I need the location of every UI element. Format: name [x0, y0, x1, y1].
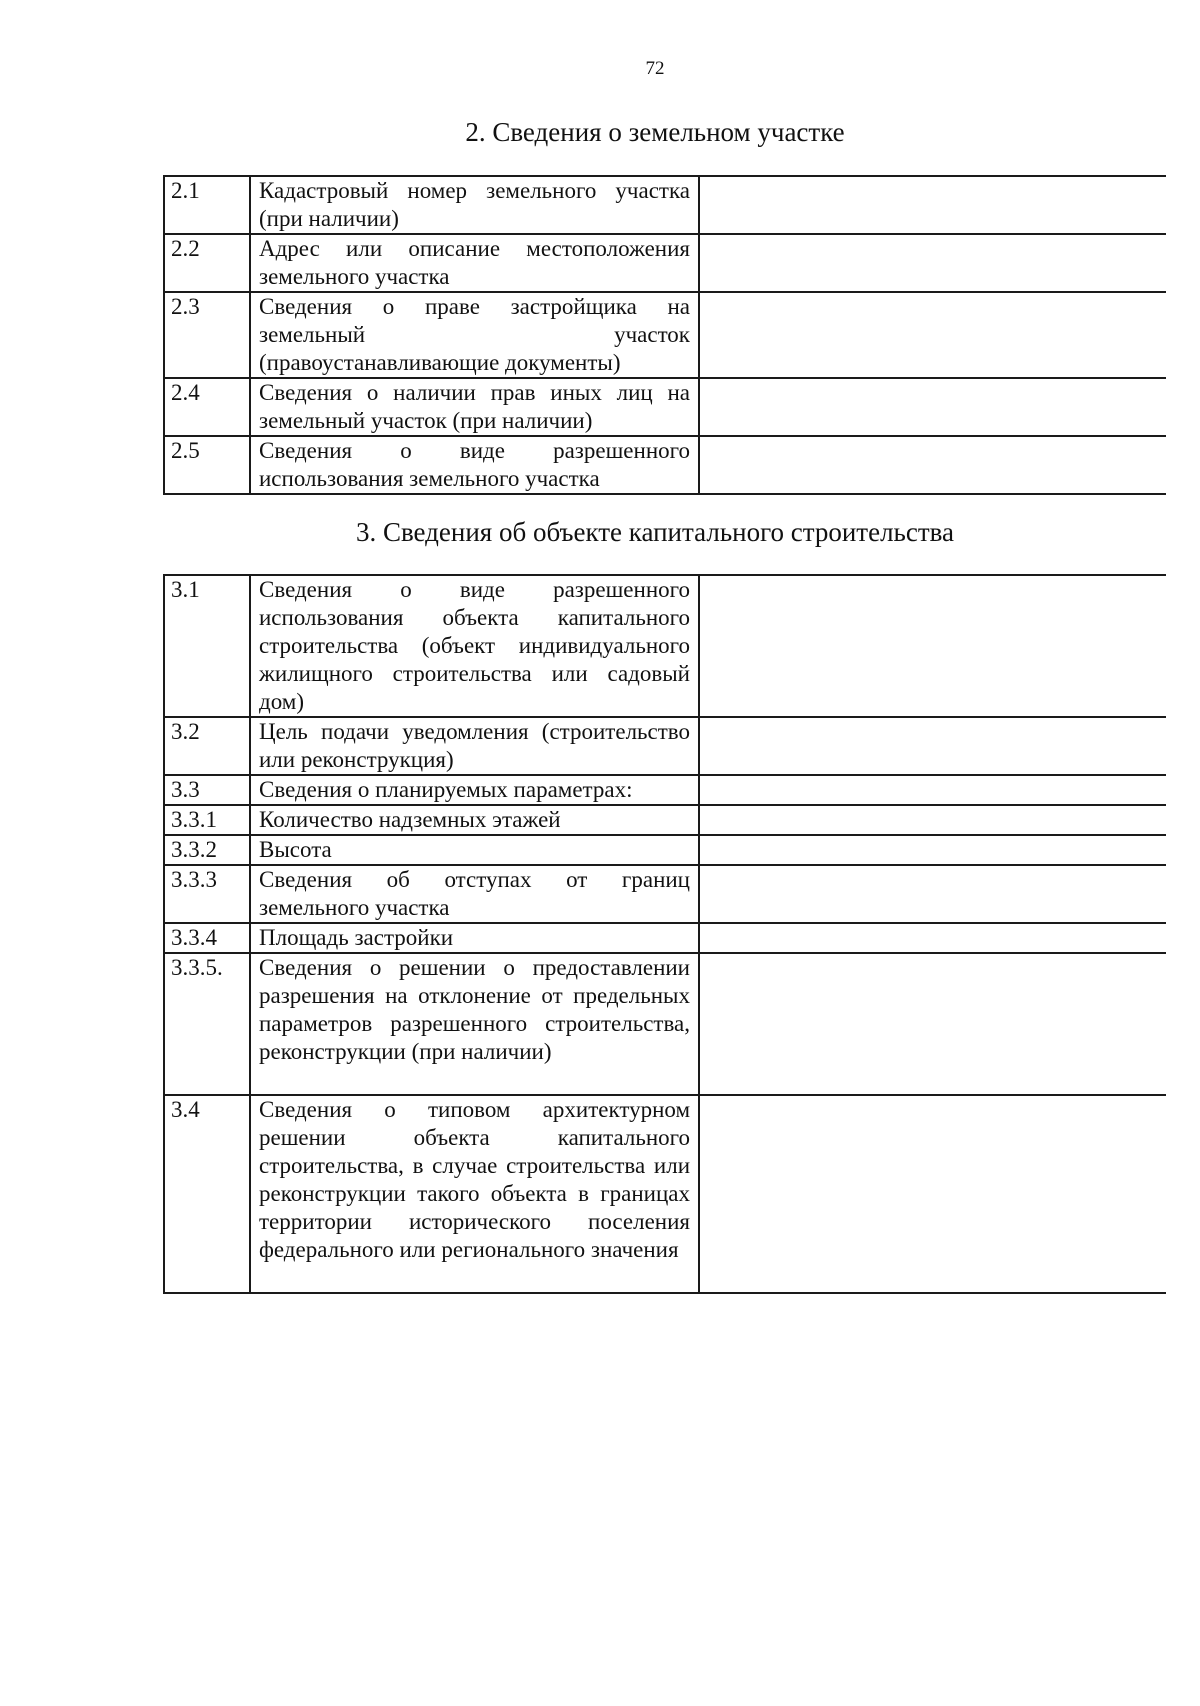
table-row — [164, 865, 1166, 923]
row-label: Количество надземных этажей — [250, 805, 699, 835]
row-label: Сведения о типовом архитектурном решении объекта капитального строительства, в случае строительства или реконструкции такого объекта в границах территории исторического поселения федерального или регионального значения — [250, 1095, 699, 1293]
table-row — [164, 1095, 1166, 1293]
row-label: Адрес или описание местоположения земельного участка — [250, 234, 699, 292]
row-number: 3.2 — [164, 717, 250, 775]
table-row — [164, 575, 1166, 717]
permitted-use-field[interactable] — [699, 436, 1166, 494]
row-label: Цель подачи уведомления (строительство или реконструкция) — [250, 717, 699, 775]
row-label: Сведения об отступах от границ земельного участка — [250, 865, 699, 923]
row-number: 3.3 — [164, 775, 250, 805]
table-row — [164, 775, 1166, 805]
row-label: Сведения о планируемых параметрах: — [250, 775, 699, 805]
third-party-rights-field[interactable] — [699, 378, 1166, 436]
section-title-construction-object: 3. Сведения об объекте капитального строительства — [355, 517, 955, 547]
height-field[interactable] — [699, 835, 1166, 865]
row-number: 3.3.3 — [164, 865, 250, 923]
row-label: Сведения о праве застройщика на земельный участок (правоустанавливающие документы) — [250, 292, 699, 378]
section-title-land-plot: 2. Сведения о земельном участке — [465, 117, 845, 147]
object-permitted-use-field[interactable] — [699, 575, 1166, 717]
planned-parameters-field[interactable] — [699, 775, 1166, 805]
table-row — [164, 378, 1166, 436]
table-row — [164, 923, 1166, 953]
row-number: 3.1 — [164, 575, 250, 717]
table-row — [164, 292, 1166, 378]
setbacks-field[interactable] — [699, 865, 1166, 923]
cadastral-number-field[interactable] — [699, 176, 1166, 234]
address-field[interactable] — [699, 234, 1166, 292]
page-number: 72 — [645, 58, 665, 79]
row-number: 2.2 — [164, 234, 250, 292]
land-plot-table — [163, 175, 1166, 495]
row-label: Сведения о решении о предоставлении разрешения на отклонение от предельных параметров разрешенного строительства, реконструкции (при наличии) — [250, 953, 699, 1095]
table-row — [164, 835, 1166, 865]
row-number: 3.3.4 — [164, 923, 250, 953]
notification-purpose-field[interactable] — [699, 717, 1166, 775]
table-row — [164, 176, 1166, 234]
row-number: 2.1 — [164, 176, 250, 234]
row-number: 2.5 — [164, 436, 250, 494]
row-label: Сведения о наличии прав иных лиц на земельный участок (при наличии) — [250, 378, 699, 436]
table-row — [164, 717, 1166, 775]
row-number: 3.4 — [164, 1095, 250, 1293]
construction-object-table — [163, 574, 1166, 1294]
row-label: Сведения о виде разрешенного использования объекта капитального строительства (объект индивидуального жилищного строительства или садовый дом) — [250, 575, 699, 717]
row-number: 2.4 — [164, 378, 250, 436]
row-label: Высота — [250, 835, 699, 865]
row-number: 2.3 — [164, 292, 250, 378]
table-row — [164, 805, 1166, 835]
table-row — [164, 436, 1166, 494]
deviation-permit-field[interactable] — [699, 953, 1166, 1095]
ownership-rights-field[interactable] — [699, 292, 1166, 378]
architectural-solution-field[interactable] — [699, 1095, 1166, 1293]
row-label: Кадастровый номер земельного участка (при наличии) — [250, 176, 699, 234]
table-row — [164, 234, 1166, 292]
row-label: Сведения о виде разрешенного использования земельного участка — [250, 436, 699, 494]
building-area-field[interactable] — [699, 923, 1166, 953]
row-number: 3.3.1 — [164, 805, 250, 835]
row-number: 3.3.2 — [164, 835, 250, 865]
row-number: 3.3.5. — [164, 953, 250, 1095]
table-row — [164, 953, 1166, 1095]
row-label: Площадь застройки — [250, 923, 699, 953]
floors-count-field[interactable] — [699, 805, 1166, 835]
